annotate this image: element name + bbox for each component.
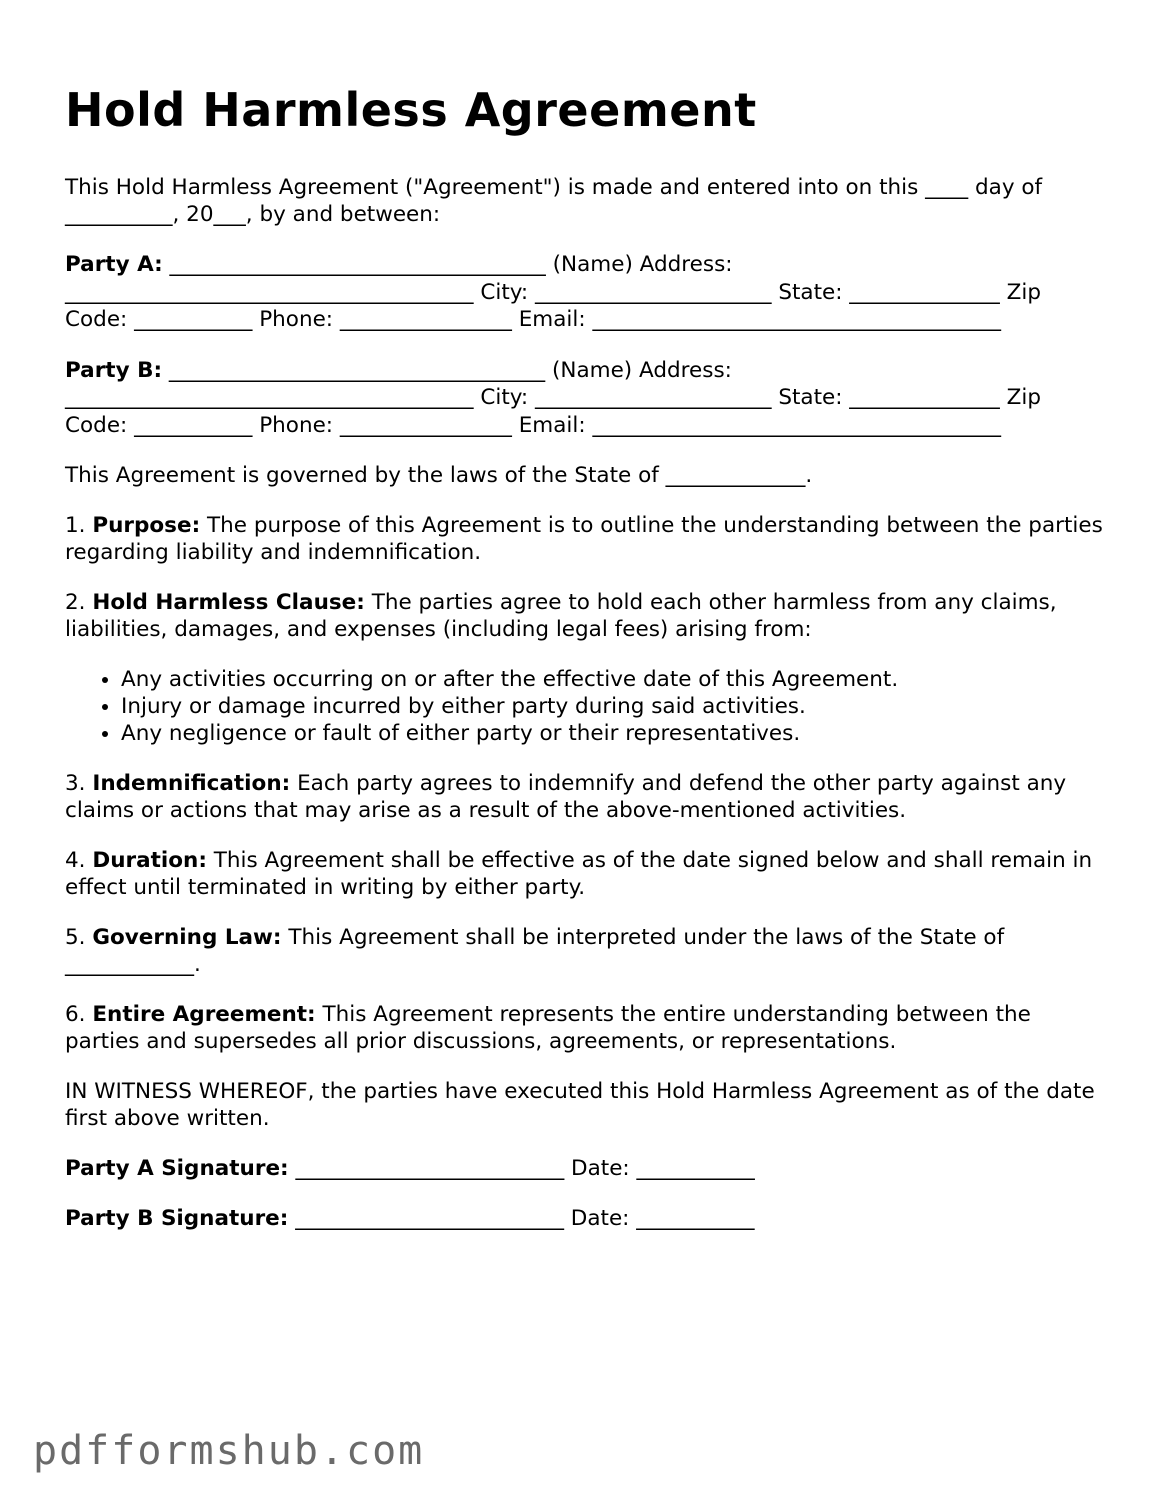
section-heading: Purpose:	[92, 513, 201, 538]
signature-fields: _________________________ Date: ___________	[288, 1156, 755, 1181]
section-heading: Entire Agreement:	[92, 1002, 316, 1027]
section-number: 6.	[65, 1002, 93, 1027]
party-b-block	[65, 357, 1105, 440]
section-number: 2.	[65, 590, 93, 615]
signature-fields: _________________________ Date: ___________	[288, 1206, 755, 1231]
party-a-signature-line	[65, 1155, 1105, 1182]
list-item: • Any activities occurring on or after the effective date of this Agreement.	[121, 666, 1105, 693]
section-number: 5.	[65, 925, 93, 950]
list-item: • Injury or damage incurred by either party during said activities.	[121, 693, 1105, 720]
section-heading: Hold Harmless Clause:	[92, 590, 365, 615]
section-hold-harmless	[65, 589, 1105, 643]
section-governing-law	[65, 924, 1105, 978]
document-page	[65, 80, 1105, 1255]
section-entire-agreement	[65, 1001, 1105, 1055]
section-heading: Duration:	[92, 848, 207, 873]
intro-paragraph: This Hold Harmless Agreement ("Agreement") is made and entered into on this ____ day of __________, 20___, by and between:	[65, 175, 1043, 227]
section-heading: Governing Law:	[92, 925, 282, 950]
section-indemnification	[65, 770, 1105, 824]
section-number: 3.	[65, 771, 93, 796]
witness-paragraph: IN WITNESS WHEREOF, the parties have executed this Hold Harmless Agreement as of the date first above written.	[65, 1079, 1095, 1131]
section-text: The purpose of this Agreement is to outline the understanding between the parties regarding liability and indemnification.	[65, 513, 1103, 565]
section-duration	[65, 847, 1105, 901]
list-item: • Any negligence or fault of either party or their representatives.	[121, 720, 1105, 747]
party-b-fields: ___________________________________ (Name) Address: ______________________________________ City: ______________________ State: ______________ Zip Code: ___________ Phone: ________________ Email: ______________________________________	[65, 357, 1041, 438]
party-a-fields: ___________________________________ (Name) Address: ______________________________________ City: ______________________ State: ______________ Zip Code: ___________ Phone: ________________ Email: ______________________________________	[65, 252, 1041, 332]
section-purpose	[65, 512, 1105, 566]
section-text: This Agreement shall be interpreted under the laws of the State of ____________.	[65, 925, 1005, 977]
section-heading: Indemnification:	[92, 771, 291, 796]
signature-label: Party B Signature:	[65, 1206, 289, 1231]
party-a-block	[65, 251, 1105, 334]
section-text: This Agreement shall be effective as of the date signed below and shall remain in effect until terminated in writing by either party.	[65, 848, 1093, 900]
party-a-label: Party A:	[65, 252, 163, 277]
section-text: Each party agrees to indemnify and defend the other party against any claims or actions that may arise as a result of the above-mentioned activities.	[65, 771, 1067, 823]
section-number: 1.	[65, 513, 93, 538]
section-text: The parties agree to hold each other harmless from any claims, liabilities, damages, and expenses (including legal fees) arising from:	[65, 590, 1057, 642]
section-text: This Agreement represents the entire understanding between the parties and supersedes all prior discussions, agreements, or representations.	[65, 1002, 1031, 1054]
party-b-signature-line	[65, 1205, 1105, 1232]
activities-list	[65, 666, 1105, 747]
governed-by-paragraph: This Agreement is governed by the laws of the State of _____________.	[65, 463, 813, 488]
party-b-label: Party B:	[65, 357, 163, 383]
watermark: pdfformshub.com	[33, 1428, 425, 1474]
document-title: Hold Harmless Agreement	[65, 83, 757, 137]
section-number: 4.	[65, 848, 93, 873]
signature-label: Party A Signature:	[65, 1156, 289, 1181]
